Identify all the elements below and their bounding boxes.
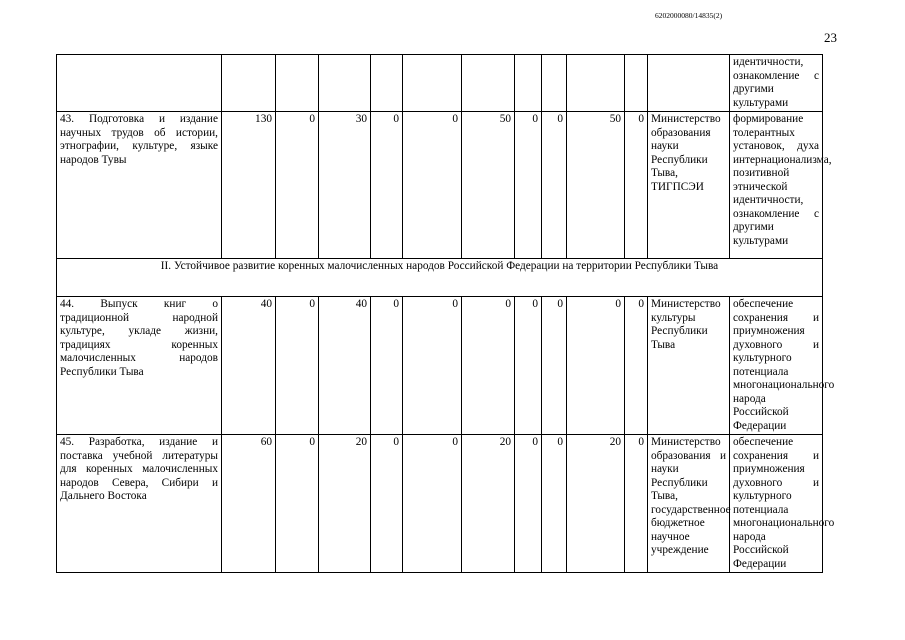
funding-value-cell: 0 bbox=[371, 297, 403, 435]
funding-value-cell: 30 bbox=[319, 112, 371, 259]
funding-value-cell: 20 bbox=[319, 435, 371, 573]
program-table bbox=[56, 54, 835, 573]
funding-value-cell: 50 bbox=[462, 112, 515, 259]
funding-value-cell: 0 bbox=[515, 112, 542, 259]
executor-cell: Министерство образования науки Республики Тыва, ТИГПСЭИ bbox=[648, 112, 730, 259]
funding-value-cell: 0 bbox=[625, 297, 648, 435]
result-cell: обеспечение сохранения и приумножения духовного и культурного потенциала многонационального народа Российской Федерации bbox=[730, 435, 823, 573]
page-number: 23 bbox=[824, 30, 837, 45]
funding-value-cell: 0 bbox=[403, 297, 462, 435]
cell-empty bbox=[57, 55, 222, 112]
funding-value-cell: 0 bbox=[542, 297, 567, 435]
section-title: II. Устойчивое развитие коренных малочисленных народов Российской Федерации на территории Республики Тыва bbox=[57, 259, 823, 297]
funding-value-cell: 0 bbox=[625, 112, 648, 259]
table-row bbox=[57, 112, 823, 259]
funding-value-cell: 0 bbox=[567, 297, 625, 435]
funding-value-cell: 20 bbox=[567, 435, 625, 573]
funding-value-cell: 50 bbox=[567, 112, 625, 259]
funding-value-cell: 0 bbox=[403, 112, 462, 259]
funding-value-cell: 0 bbox=[515, 435, 542, 573]
measure-name-cell: 43. Подготовка и издание научных трудов об истории, этнографии, культуре, языке народов Тувы bbox=[57, 112, 222, 259]
section-row bbox=[57, 259, 823, 297]
funding-value-cell: 0 bbox=[625, 435, 648, 573]
funding-value-cell: 0 bbox=[371, 112, 403, 259]
funding-value-cell: 0 bbox=[276, 112, 319, 259]
funding-value-cell: 0 bbox=[403, 435, 462, 573]
funding-value-cell: 0 bbox=[276, 297, 319, 435]
table-row bbox=[57, 297, 823, 435]
executor-cell: Министерство культуры Республики Тыва bbox=[648, 297, 730, 435]
funding-value-cell: 130 bbox=[222, 112, 276, 259]
funding-value-cell: 0 bbox=[371, 435, 403, 573]
result-cell: обеспечение сохранения и приумножения духовного и культурного потенциала многонационального народа Российской Федерации bbox=[730, 297, 823, 435]
measure-name-cell: 45. Разработка, издание и поставка учебной литературы для коренных малочисленных народов Севера, Сибири и Дальнего Востока bbox=[57, 435, 222, 573]
funding-value-cell: 60 bbox=[222, 435, 276, 573]
funding-value-cell: 0 bbox=[515, 297, 542, 435]
funding-value-cell: 40 bbox=[222, 297, 276, 435]
result-cell: формирование толерантных установок, духа интернационализма, позитивной этнической идентичности, ознакомление с другими культурами bbox=[730, 112, 823, 259]
funding-value-cell: 0 bbox=[542, 112, 567, 259]
funding-value-cell: 0 bbox=[542, 435, 567, 573]
continuation-row bbox=[57, 55, 823, 112]
funding-value-cell: 20 bbox=[462, 435, 515, 573]
measure-name-cell: 44. Выпуск книг о традиционной народной культуре, укладе жизни, традициях коренных малочисленных народов Республики Тыва bbox=[57, 297, 222, 435]
table-row bbox=[57, 435, 823, 573]
executor-cell: Министерство образования и науки Республики Тыва, государственное бюджетное научное учреждение bbox=[648, 435, 730, 573]
document-code: 6202000080/14835(2) bbox=[655, 11, 723, 20]
rows-before-section bbox=[57, 112, 832, 259]
funding-value-cell: 40 bbox=[319, 297, 371, 435]
funding-value-cell: 0 bbox=[462, 297, 515, 435]
result-cell: идентичности, ознакомление с другими культурами bbox=[730, 55, 823, 112]
funding-value-cell: 0 bbox=[276, 435, 319, 573]
rows-after-section bbox=[57, 297, 835, 573]
